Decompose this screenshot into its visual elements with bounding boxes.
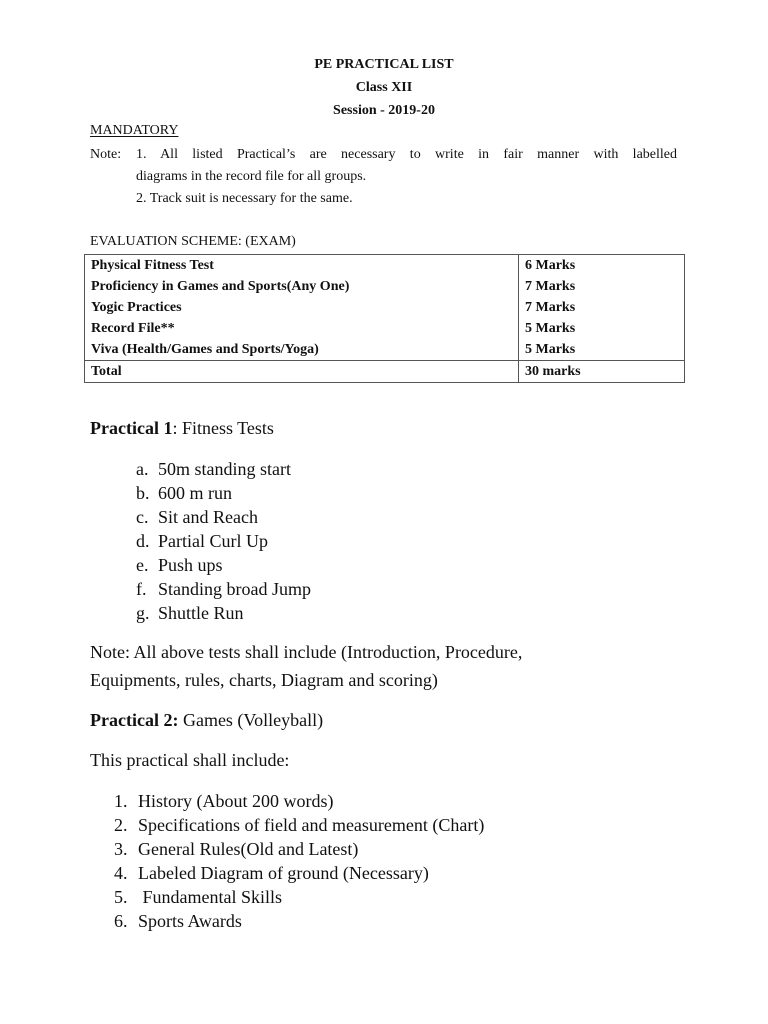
list-item: [136, 481, 311, 505]
list-marker: a.: [136, 459, 149, 479]
list-item-text: Sports Awards: [138, 911, 242, 931]
class-label: Class XII: [355, 80, 413, 95]
list-item-text: Sit and Reach: [158, 507, 258, 527]
practical-2-label: Practical 2:: [90, 710, 179, 730]
table-row: [85, 255, 685, 277]
list-item: [136, 529, 311, 553]
list-item-text: History (About 200 words): [138, 791, 334, 811]
list-item: [136, 553, 311, 577]
evaluation-title: EVALUATION SCHEME: (EXAM): [90, 234, 296, 249]
list-item-text: 50m standing start: [158, 459, 291, 479]
list-marker: 1.: [114, 791, 128, 811]
evaluation-table: [84, 254, 685, 383]
document-title: PE PRACTICAL LIST: [314, 57, 454, 72]
list-item-text: Shuttle Run: [158, 603, 244, 623]
session-label: Session - 2019-20: [333, 103, 435, 118]
eval-marks: 5 Marks: [519, 339, 685, 361]
list-item-text: 600 m run: [158, 483, 232, 503]
eval-marks: 5 Marks: [519, 318, 685, 339]
list-marker: 3.: [114, 839, 128, 859]
eval-marks: 6 Marks: [519, 255, 685, 277]
practical-1-list: [136, 457, 311, 625]
note-1-line-1: 1. All listed Practical’s are necessary to write in fair manner with labelled: [136, 147, 677, 162]
list-item-text: General Rules(Old and Latest): [138, 839, 359, 859]
list-item: [114, 909, 484, 933]
table-row: [85, 339, 685, 361]
note-1-line-2: diagrams in the record file for all groups.: [136, 169, 367, 184]
list-item-text: Specifications of field and measurement (Chart): [138, 815, 485, 835]
table-row: [85, 276, 685, 297]
table-total-row: [85, 361, 685, 383]
eval-marks: 7 Marks: [519, 297, 685, 318]
practical-2-intro: This practical shall include:: [90, 750, 290, 770]
list-item-text: Partial Curl Up: [158, 531, 268, 551]
list-item: [136, 601, 311, 625]
list-marker: 4.: [114, 863, 128, 883]
practical-2-heading: [90, 709, 323, 731]
list-item: [114, 837, 484, 861]
list-marker: 5.: [114, 887, 128, 907]
list-marker: 2.: [114, 815, 128, 835]
list-item-text: Standing broad Jump: [158, 579, 311, 599]
eval-item: Record File**: [85, 318, 519, 339]
eval-item: Physical Fitness Test: [85, 255, 519, 277]
list-item-text: Labeled Diagram of ground (Necessary): [138, 863, 429, 883]
practical-1-label: Practical 1: [90, 418, 173, 438]
list-marker: f.: [136, 579, 147, 599]
list-item: [114, 885, 484, 909]
list-item: [136, 457, 311, 481]
note-label: Note:: [90, 147, 122, 162]
practical-1-note-line-2: Equipments, rules, charts, Diagram and scoring): [90, 670, 438, 690]
list-item-text: Push ups: [158, 555, 223, 575]
list-marker: c.: [136, 507, 149, 527]
practical-2-list: [114, 789, 484, 933]
list-item: [114, 861, 484, 885]
list-item: [136, 505, 311, 529]
practical-1-heading: [90, 417, 274, 439]
eval-item: Viva (Health/Games and Sports/Yoga): [85, 339, 519, 361]
list-marker: 6.: [114, 911, 128, 931]
list-item-text: Fundamental Skills: [138, 887, 282, 907]
table-row: [85, 318, 685, 339]
eval-marks: 7 Marks: [519, 276, 685, 297]
eval-item: Yogic Practices: [85, 297, 519, 318]
eval-total-label: Total: [85, 361, 519, 383]
note-2: 2. Track suit is necessary for the same.: [136, 191, 353, 206]
list-item: [114, 789, 484, 813]
practical-2-title: Games (Volleyball): [178, 710, 324, 730]
eval-item: Proficiency in Games and Sports(Any One): [85, 276, 519, 297]
practical-1-note-line-1: Note: All above tests shall include (Introduction, Procedure,: [90, 642, 523, 662]
table-row: [85, 297, 685, 318]
list-marker: d.: [136, 531, 150, 551]
list-marker: g.: [136, 603, 150, 623]
list-marker: e.: [136, 555, 149, 575]
list-marker: b.: [136, 483, 150, 503]
list-item: [114, 813, 484, 837]
practical-1-title: : Fitness Tests: [172, 418, 274, 438]
eval-total-marks: 30 marks: [519, 361, 685, 383]
list-item: [136, 577, 311, 601]
mandatory-heading: MANDATORY: [90, 123, 179, 138]
